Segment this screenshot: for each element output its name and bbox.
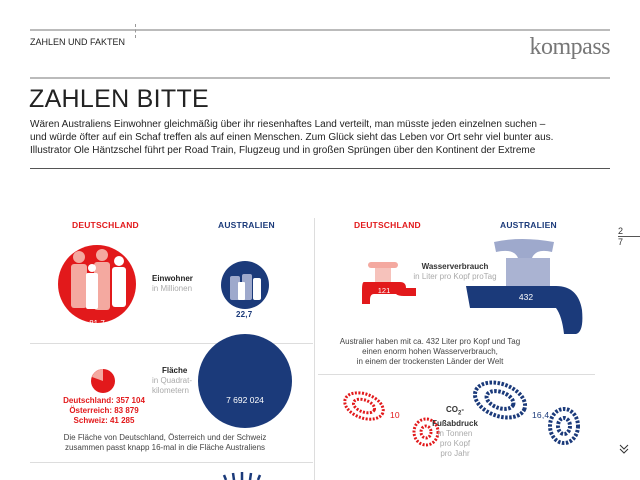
note-line: in einem der trockensten Länder der Welt <box>356 357 504 366</box>
note-line: Australier haben mit ca. 432 Liter pro Kopf und Tag <box>339 337 521 346</box>
population-label <box>152 274 193 294</box>
area-note <box>40 433 290 453</box>
water-australia-tap <box>466 238 586 338</box>
note-line: Die Fläche von Deutschland, Österreich und der Schweiz <box>63 433 267 442</box>
area-australia-value: 7 692 024 <box>226 395 264 405</box>
co2-unit: in Tonnen <box>437 428 473 438</box>
intro-line: Illustrator Ole Häntzschel führt per Road Train, Flugzeug und in großen Sprüngen über den Kontinent der Extreme <box>30 145 536 156</box>
next-section-graphic <box>218 470 268 480</box>
area-germany: Deutschland: 357 104 <box>63 396 145 405</box>
intro-text <box>30 118 553 157</box>
title-rule <box>30 77 610 79</box>
co2-australia-footprints <box>472 380 582 446</box>
note-line: zusammen passt knapp 16-mal in die Fläche Australiens <box>64 443 266 452</box>
area-unit: kilometern <box>152 386 189 395</box>
water-australia-value: 432 <box>518 292 534 302</box>
row-divider <box>318 374 595 375</box>
population-germany-value: 81,7 <box>89 319 105 328</box>
column-header-germany: DEUTSCHLAND <box>72 220 139 230</box>
population-unit: in Millionen <box>152 284 193 293</box>
co2-unit: pro Kopf <box>439 438 471 448</box>
co2-australia-value: 16,4 <box>532 410 550 420</box>
co2-subscript: 2 <box>457 410 462 417</box>
co2-unit: pro Jahr <box>440 448 470 458</box>
double-chevron-down-icon[interactable] <box>618 442 630 460</box>
water-title: Wasserverbrauch <box>421 262 489 271</box>
co2-text: CO <box>445 405 458 414</box>
page-total: 7 <box>618 237 624 247</box>
water-unit: in Liter pro Kopf proTag <box>413 272 497 281</box>
population-germany-circle <box>57 237 137 331</box>
area-austria: Österreich: 83 879 <box>69 406 139 415</box>
population-australia-circle <box>220 260 270 310</box>
co2-title2: Fußabdruck <box>432 418 478 428</box>
column-header-australia: AUSTRALIEN <box>500 220 557 230</box>
area-unit: in Quadrat- <box>152 376 193 385</box>
intro-line: und würde öfter auf ein Schaf treffen als auf einen Menschen. Zum Glück sieht das Leben vor Ort sehr viel bunter aus. <box>30 132 554 143</box>
area-label <box>152 366 192 396</box>
intro-rule <box>30 168 610 169</box>
co2-dash: - <box>461 405 464 414</box>
section-label: ZAHLEN UND FAKTEN <box>30 37 126 47</box>
page-indicator <box>618 226 640 247</box>
note-line: einen enorm hohen Wasserverbrauch, <box>362 347 498 356</box>
co2-germany-value: 10 <box>390 410 400 420</box>
page-title: ZAHLEN BITTE <box>29 85 210 113</box>
intro-line: Wären Australiens Einwohner gleichmäßig über ihr riesenhaftes Land verteilt, man müsste jeden einzelnen suchen – <box>30 119 546 130</box>
population-australia-value: 22,7 <box>236 310 253 319</box>
row-divider <box>30 462 313 463</box>
header-tick <box>135 24 136 38</box>
area-australia-circle <box>197 333 293 429</box>
area-title: Fläche <box>162 366 188 375</box>
area-germany-values <box>56 396 152 426</box>
column-header-germany: DEUTSCHLAND <box>354 220 421 230</box>
water-germany-value: 121 <box>377 286 391 295</box>
population-title: Einwohner <box>152 274 193 283</box>
column-header-australia: AUSTRALIEN <box>218 220 275 230</box>
logo[interactable]: kompass <box>529 34 610 60</box>
area-switzerland: Schweiz: 41 285 <box>73 416 135 425</box>
water-note <box>330 337 530 367</box>
co2-germany-footprints <box>342 390 442 450</box>
column-divider <box>314 218 315 480</box>
top-rule <box>30 29 610 31</box>
area-germany-pie <box>90 368 116 394</box>
page-current: 2 <box>618 226 640 237</box>
